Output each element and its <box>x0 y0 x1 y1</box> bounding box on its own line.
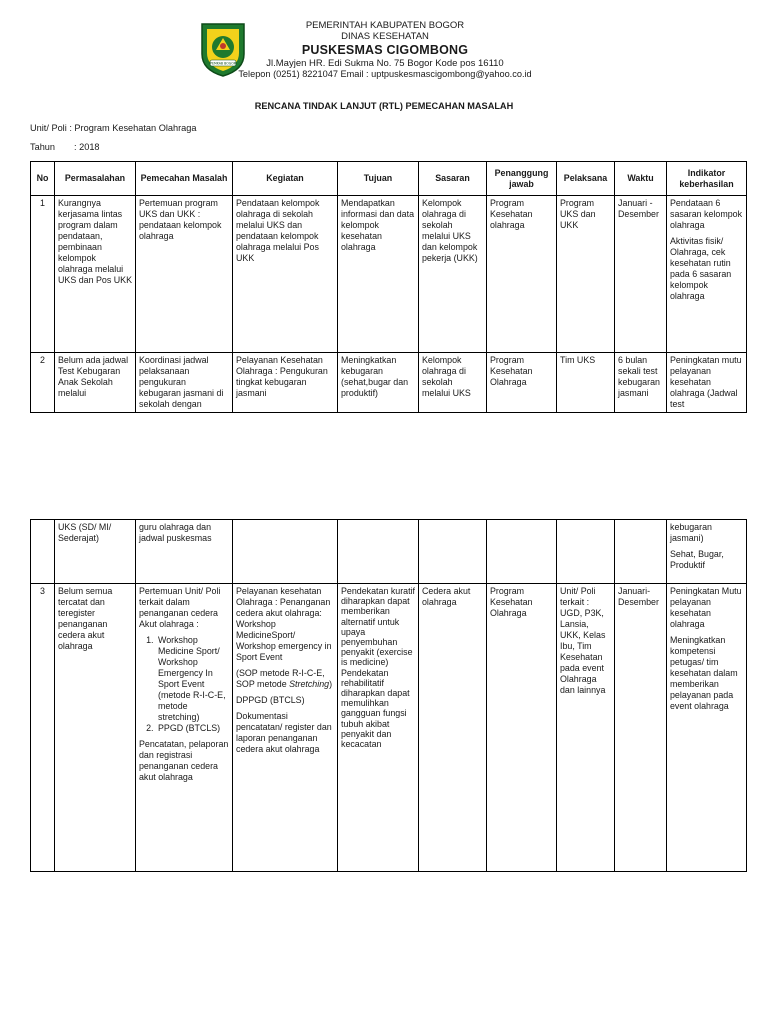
cell-waktu: Januari-Desember <box>615 584 667 872</box>
indikator-item: Pendataan 6 sasaran kelompok olahraga <box>670 198 743 230</box>
indikator-item: Meningkatkan kompetensi petugas/ tim kesehatan dalam memberikan pelayanan pada event olahraga <box>670 635 738 711</box>
cell-pemecahan: Koordinasi jadwal pelaksanaan pengukuran kebugaran jasmani di sekolah dengan <box>136 353 233 413</box>
cell-kegiatan: Pelayanan Kesehatan Olahraga : Pengukuran tingkat kebugaran jasmani <box>233 353 338 413</box>
cell-permasalahan: Kurangnya kerjasama lintas program dalam pendataan, pembinaan kelompok olahraga melalui UKS dan Pos UKK <box>55 196 136 353</box>
kegiatan-item <box>236 668 334 690</box>
cell-tujuan: Meningkatkan kebugaran (sehat,bugar dan produktif) <box>338 353 419 413</box>
indikator-item: Sehat, Bugar, Produktif <box>670 549 724 570</box>
list-item: 2. PPGD (BTCLS) <box>156 723 229 734</box>
cell-sasaran <box>419 520 487 584</box>
cell-indikator <box>667 520 747 584</box>
cell-pelaksana: Tim UKS <box>557 353 615 413</box>
col-header-sasaran: Sasaran <box>419 162 487 196</box>
table-row <box>31 353 747 413</box>
col-header-tujuan: Tujuan <box>338 162 419 196</box>
cell-pemecahan: Pertemuan program UKS dan UKK : pendataan kelompok olahraga <box>136 196 233 353</box>
cell-permasalahan: Belum ada jadwal Test Kebugaran Anak Sekolah melalui <box>55 353 136 413</box>
contact-line: Telepon (0251) 8221047 Email : uptpuskesmascigombong@yahoo.co.id <box>238 69 532 79</box>
cell-pelaksana: Program UKS dan UKK <box>557 196 615 353</box>
cell-tujuan: Pendekatan kuratif diharapkan dapat memberikan alternatif untuk upaya penyembuhan penyakit (exercise is medicine) Pendekatan rehabilitatif diharapkan dapat memulihkan gangguan fungsi tubuh akibat penyakit dan kecacatan <box>338 584 419 872</box>
cell-penanggung-jawab: Program Kesehatan Olahraga <box>487 584 557 872</box>
cell-indikator <box>667 196 747 353</box>
row-no <box>31 520 55 584</box>
unit-line <box>30 123 197 133</box>
col-header-penanggung-jawab: Penanggung jawab <box>487 162 557 196</box>
cell-kegiatan <box>233 584 338 872</box>
letterhead <box>230 20 540 79</box>
pemecahan-tail: Pencatatan, pelaporan dan registrasi penanganan cedera akut olahraga <box>139 739 229 782</box>
year-value: : 2018 <box>74 142 100 152</box>
cell-waktu <box>615 520 667 584</box>
cell-indikator: Peningkatan mutu pelayanan kesehatan olahraga (Jadwal test <box>667 353 747 413</box>
rtl-table-page-1 <box>30 161 747 413</box>
department-name: DINAS KESEHATAN <box>341 31 429 42</box>
cell-permasalahan: UKS (SD/ MI/ Sederajat) <box>55 520 136 584</box>
address-line: Jl.Mayjen HR. Edi Sukma No. 75 Bogor Kode pos 16110 <box>266 58 504 69</box>
table-row <box>31 196 747 353</box>
row-no: 2 <box>31 353 55 413</box>
cell-pelaksana <box>557 520 615 584</box>
kegiatan-sop-close: ) <box>329 679 333 689</box>
col-header-waktu: Waktu <box>615 162 667 196</box>
row-no: 3 <box>31 584 55 872</box>
cell-waktu: 6 bulan sekali test kebugaran jasmani <box>615 353 667 413</box>
col-header-pelaksana: Pelaksana <box>557 162 615 196</box>
government-name: PEMERINTAH KABUPATEN BOGOR <box>305 20 465 31</box>
col-header-indikator: Indikator keberhasilan <box>667 162 747 196</box>
cell-sasaran: Cedera akut olahraga <box>419 584 487 872</box>
institution-name: PUSKESMAS CIGOMBONG <box>301 43 469 57</box>
table-header-row <box>31 162 747 196</box>
pemecahan-list <box>139 635 229 734</box>
indikator-item: kebugaran jasmani) <box>670 522 712 543</box>
col-header-pemecahan: Pemecahan Masalah <box>136 162 233 196</box>
cell-sasaran: Kelompok olahraga di sekolah melalui UKS dan kelompok pekerja (UKK) <box>419 196 487 353</box>
cell-waktu: Januari - Desember <box>615 196 667 353</box>
unit-label: Unit/ Poli <box>30 123 67 133</box>
cell-penanggung-jawab: Program Kesehatan Olahraga <box>487 353 557 413</box>
cell-kegiatan: Pendataan kelompok olahraga di sekolah melalui UKS dan pendataan kelompok olahraga melalui Pos UKK <box>233 196 338 353</box>
cell-kegiatan <box>233 520 338 584</box>
indikator-item: Aktivitas fisik/ Olahraga, cek kesehatan rutin pada 6 sasaran kelompok olahraga <box>670 236 732 301</box>
list-item: 1. Workshop Medicine Sport/ Workshop Emergency In Sport Event (metode R-I-C-E, metode stretching) <box>156 635 229 723</box>
kegiatan-sop-text: (SOP metode R-I-C-E, SOP metode <box>236 668 325 689</box>
row-no: 1 <box>31 196 55 353</box>
logo-text: PEMKAB BOGOR <box>210 61 236 66</box>
col-header-permasalahan: Permasalahan <box>55 162 136 196</box>
col-header-kegiatan: Kegiatan <box>233 162 338 196</box>
cell-pemecahan: guru olahraga dan jadwal puskesmas <box>136 520 233 584</box>
kegiatan-item: DPPGD (BTCLS) <box>236 695 305 705</box>
cell-pemecahan <box>136 584 233 872</box>
cell-penanggung-jawab <box>487 520 557 584</box>
year-label: Tahun <box>30 142 56 152</box>
cell-sasaran: Kelompok olahraga di sekolah melalui UKS <box>419 353 487 413</box>
cell-penanggung-jawab: Program Kesehatan olahraga <box>487 196 557 353</box>
cell-indikator <box>667 584 747 872</box>
cell-tujuan <box>338 520 419 584</box>
cell-pelaksana: Unit/ Poli terkait : UGD, P3K, Lansia, UKK, Kelas Ibu, Tim Kesehatan pada event Olahraga dan lainnya <box>557 584 615 872</box>
rtl-table-page-2 <box>30 519 747 872</box>
kegiatan-item: Pelayanan kesehatan Olahraga : Penanganan cedera akut olahraga: Workshop MedicineSport/ Workshop emergency in Sport Event <box>236 586 332 662</box>
document-title: RENCANA TINDAK LANJUT (RTL) PEMECAHAN MASALAH <box>254 101 514 111</box>
indikator-item: Peningkatan Mutu pelayanan kesehatan olahraga <box>670 586 742 629</box>
unit-value: : Program Kesehatan Olahraga <box>69 123 197 133</box>
kegiatan-stretching-text: Stretching <box>289 679 330 689</box>
year-line <box>30 142 100 152</box>
cell-permasalahan: Belum semua tercatat dan teregister penanganan cedera akut olahraga <box>55 584 136 872</box>
table-row-continuation <box>31 520 747 584</box>
col-header-no: No <box>31 162 55 196</box>
pemecahan-intro: Pertemuan Unit/ Poli terkait dalam penanganan cedera Akut olahraga : <box>139 586 221 629</box>
cell-tujuan: Mendapatkan informasi dan data kelompok kesehatan olahraga <box>338 196 419 353</box>
kegiatan-item: Dokumentasi pencatatan/ register dan laporan penanganan cedera akut olahraga <box>236 711 332 754</box>
table-row <box>31 584 747 872</box>
